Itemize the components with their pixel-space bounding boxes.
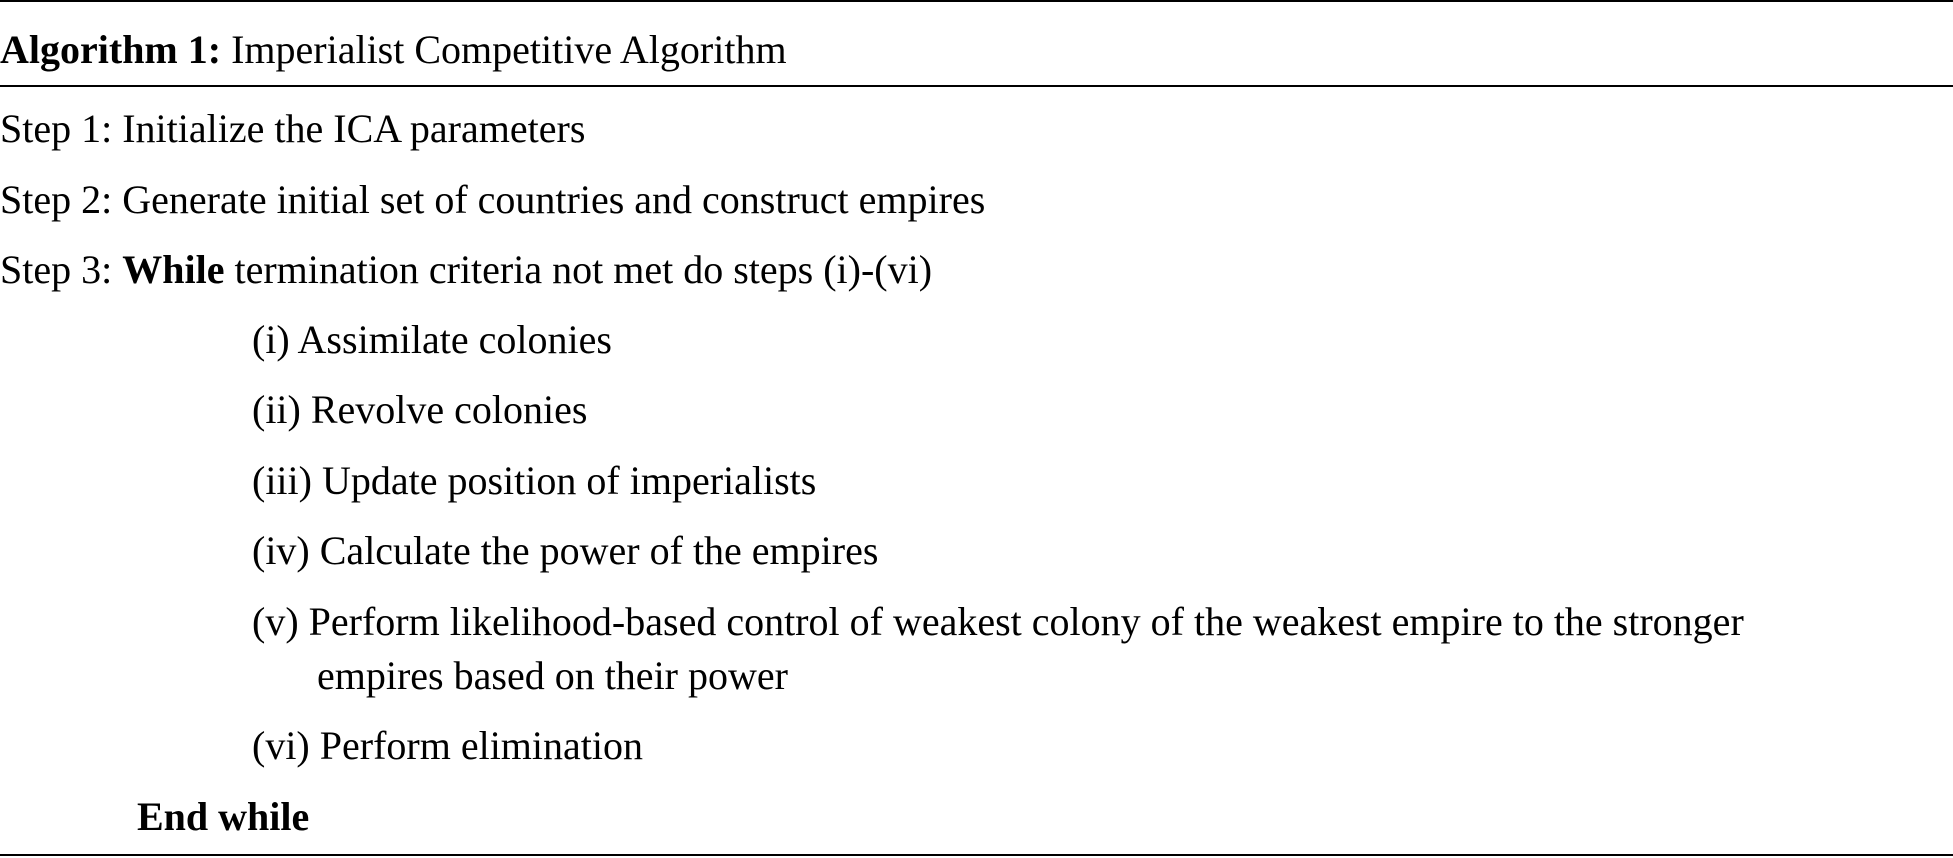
algorithm-label: Algorithm 1: [0, 27, 222, 72]
substep-iv: (iv) Calculate the power of the empires [252, 528, 879, 573]
step-prefix: Step 2: [0, 177, 113, 222]
step-text: Initialize the ICA parameters [122, 106, 586, 151]
substep-i: (i) Assimilate colonies [252, 317, 612, 362]
step-3 [0, 246, 932, 294]
step-prefix: Step 3: [0, 247, 113, 292]
top-rule [0, 0, 1953, 2]
while-keyword: While [122, 247, 225, 292]
step-2 [0, 176, 985, 224]
step-1 [0, 105, 585, 153]
header-rule [0, 85, 1953, 87]
step-text: termination criteria not met do steps (i)-(vi) [234, 247, 933, 292]
substep-vi: (vi) Perform elimination [252, 723, 644, 768]
bottom-rule [0, 854, 1953, 856]
substep-ii: (ii) Revolve colonies [252, 387, 588, 432]
substep-iii: (iii) Update position of imperialists [252, 458, 817, 503]
step-text: Generate initial set of countries and construct empires [122, 177, 986, 222]
end-while-keyword: End while [137, 794, 310, 839]
algorithm-title [0, 26, 787, 74]
substep-v: (v) Perform likelihood-based control of weakest colony of the weakest empire to the stronger [252, 599, 1744, 644]
step-prefix: Step 1: [0, 106, 113, 151]
substep-v-continuation: empires based on their power [317, 653, 788, 698]
algorithm-name: Imperialist Competitive Algorithm [231, 27, 787, 72]
